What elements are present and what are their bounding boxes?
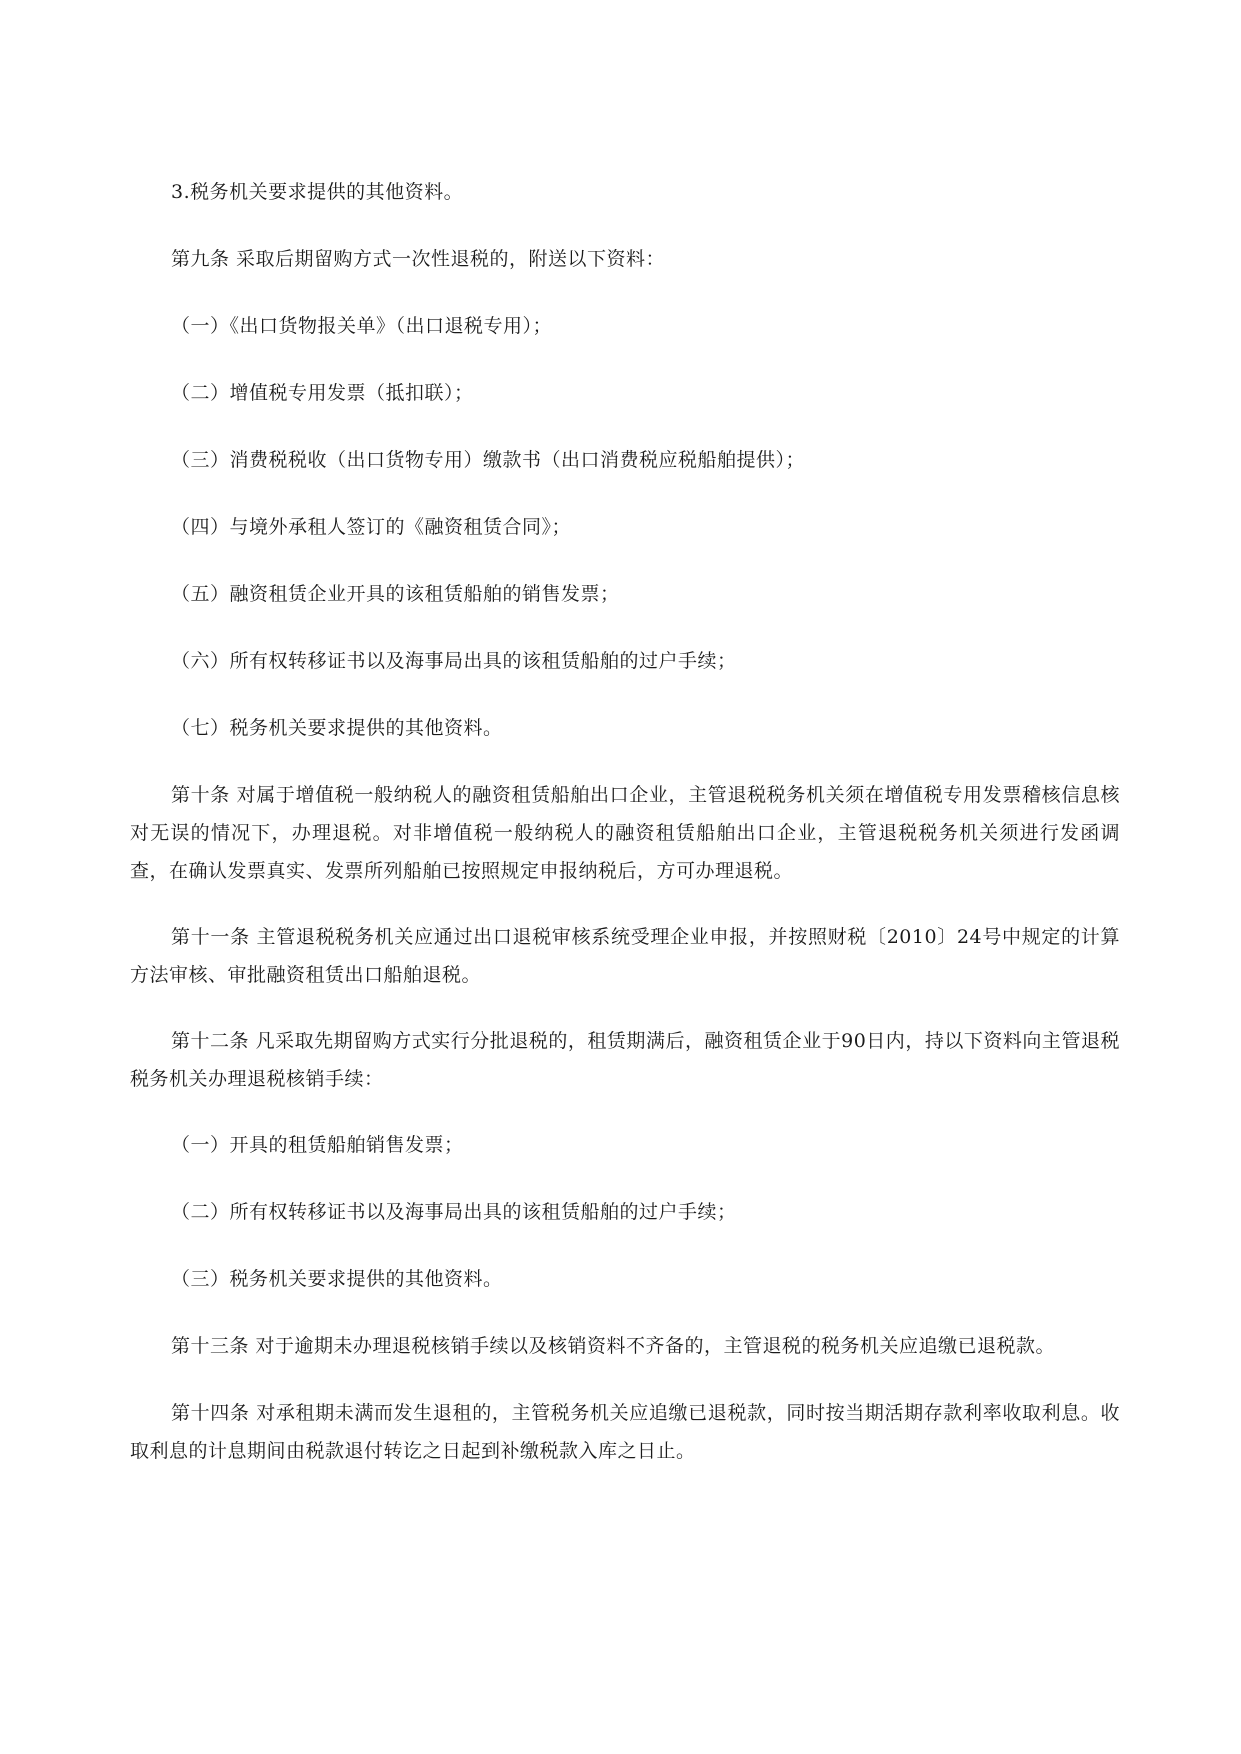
article-11-paragraph: 第十一条 主管退税税务机关应通过出口退税审核系统受理企业申报，并按照财税〔2010〕24号中规定的计算方法审核、审批融资租赁出口船舶退税。 — [130, 926, 1120, 986]
article-12-paragraph: 第十二条 凡采取先期留购方式实行分批退税的，租赁期满后，融资租赁企业于90日内，持以下资料向主管退税税务机关办理退税核销手续： — [130, 1030, 1120, 1090]
article-13-paragraph: 第十三条 对于逾期未办理退税核销手续以及核销资料不齐备的，主管退税的税务机关应追缴已退税款。 — [171, 1335, 1056, 1357]
article-9-heading: 第九条 采取后期留购方式一次性退税的，附送以下资料： — [171, 248, 666, 270]
list-item-lease-ship-sales-invoice: （一）开具的租赁船舶销售发票； — [171, 1134, 464, 1156]
list-item-ownership-transfer-2: （二）所有权转移证书以及海事局出具的该租赁船舶的过户手续； — [171, 1201, 737, 1223]
list-item-sales-invoice: （五）融资租赁企业开具的该租赁船舶的销售发票； — [171, 583, 620, 605]
article-10-paragraph: 第十条 对属于增值税一般纳税人的融资租赁船舶出口企业，主管退税税务机关须在增值税专用发票稽核信息核对无误的情况下，办理退税。对非增值税一般纳税人的融资租赁船舶出口企业，主管退税税务机关须进行发函调查，在确认发票真实、发票所列船舶已按照规定申报纳税后，方可办理退税。 — [130, 784, 1120, 882]
article-14-paragraph: 第十四条 对承租期未满而发生退租的，主管税务机关应追缴已退税款，同时按当期活期存款利率收取利息。收取利息的计息期间由税款退付转讫之日起到补缴税款入库之日止。 — [130, 1402, 1120, 1462]
list-item-lease-contract: （四）与境外承租人签订的《融资租赁合同》； — [171, 516, 572, 538]
list-item-ownership-transfer: （六）所有权转移证书以及海事局出具的该租赁船舶的过户手续； — [171, 650, 737, 672]
list-item-consumption-tax-certificate: （三）消费税税收（出口货物专用）缴款书（出口消费税应税船舶提供）； — [171, 449, 806, 471]
list-item-other-materials: （七）税务机关要求提供的其他资料。 — [171, 717, 503, 739]
list-item-other-materials-2: （三）税务机关要求提供的其他资料。 — [171, 1268, 503, 1290]
list-item-customs-declaration: （一）《出口货物报关单》（出口退税专用）； — [171, 315, 553, 337]
paragraph-item-3-other-materials: 3.税务机关要求提供的其他资料。 — [171, 181, 464, 203]
list-item-vat-invoice: （二）增值税专用发票（抵扣联）； — [171, 382, 474, 404]
